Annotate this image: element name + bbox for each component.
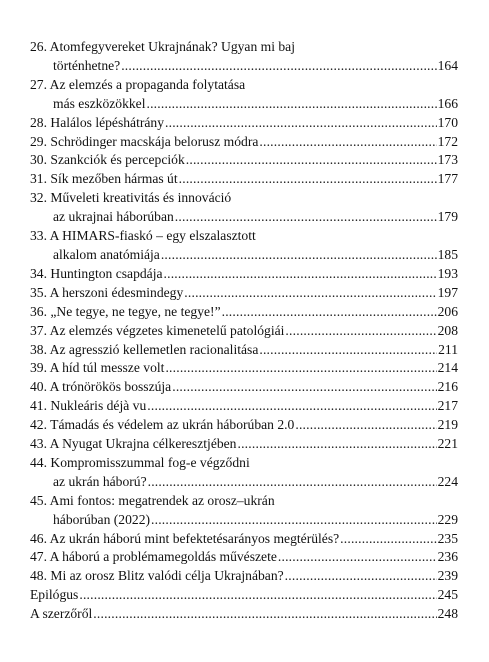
toc-entry-title-continuation: alkalom anatómiája xyxy=(53,246,160,262)
toc-entry xyxy=(30,227,458,265)
toc-entry-title: 44. Kompromisszummal fog-e végződni xyxy=(30,454,250,470)
dot-leader xyxy=(79,586,436,605)
toc-entry-title-first-line xyxy=(30,189,458,208)
toc-entry-title: 46. Az ukrán háború mint befektetésarányos megtérülés? xyxy=(30,530,340,546)
toc-entry-line xyxy=(30,359,458,378)
toc-entry xyxy=(30,586,458,605)
toc-entry-line xyxy=(30,530,458,549)
toc-entry xyxy=(30,322,458,341)
dot-leader xyxy=(146,95,436,114)
toc-entry-title: 36. „Ne tegye, ne tegye, ne tegye!” xyxy=(30,303,221,319)
dot-leader xyxy=(186,151,437,170)
toc-page-number: 197 xyxy=(437,284,458,300)
toc-page-number: 193 xyxy=(437,265,458,281)
dot-leader xyxy=(278,548,437,567)
toc-entry xyxy=(30,567,458,586)
toc-page-number: 172 xyxy=(437,133,458,149)
toc-entry-title: 31. Sík mezőben hármas út xyxy=(30,171,178,187)
toc-entry-title: 34. Huntington csapdája xyxy=(30,265,163,281)
dot-leader xyxy=(259,341,437,360)
toc-page-number: 177 xyxy=(437,171,458,187)
toc-entry-line xyxy=(30,208,458,227)
toc-page-number: 208 xyxy=(437,322,458,338)
toc-entry xyxy=(30,151,458,170)
toc-entry xyxy=(30,359,458,378)
toc-page-number: 224 xyxy=(437,473,458,489)
toc-entry xyxy=(30,548,458,567)
toc-entry-line xyxy=(30,114,458,133)
toc-entry-line xyxy=(30,322,458,341)
toc-page-number: 221 xyxy=(437,436,458,452)
toc-entry-title: 26. Atomfegyvereket Ukrajnának? Ugyan mi baj xyxy=(30,39,295,54)
toc-page-number: 219 xyxy=(437,417,458,433)
dot-leader xyxy=(151,511,437,530)
toc-entry-title-first-line xyxy=(30,76,458,95)
dot-leader xyxy=(147,397,436,416)
dot-leader xyxy=(165,114,437,133)
toc-page-number: 206 xyxy=(437,303,458,319)
toc-page-number: 170 xyxy=(437,114,458,130)
toc-entry xyxy=(30,133,458,152)
dot-leader xyxy=(285,567,437,586)
toc-entry-line xyxy=(30,151,458,170)
dot-leader xyxy=(184,284,436,303)
toc-page-number: 211 xyxy=(438,341,458,357)
toc-page-number: 236 xyxy=(437,549,458,565)
dot-leader xyxy=(179,170,437,189)
toc-entry-title-continuation: más eszközökkel xyxy=(53,95,146,111)
toc-entry-title: 27. Az elemzés a propaganda folytatása xyxy=(30,76,246,92)
toc-entry-title: 29. Schrödinger macskája belorusz módra xyxy=(30,133,259,149)
toc-entry-title: 30. Szankciók és percepciók xyxy=(30,152,185,168)
toc-entry-title: 35. A herszoni édesmindegy xyxy=(30,284,184,300)
toc-entry-title: 47. A háború a problémamegoldás művészete xyxy=(30,549,277,565)
toc-entry-line xyxy=(30,341,458,360)
toc-entry-title-continuation: történhetne? xyxy=(53,57,121,73)
dot-leader xyxy=(93,605,436,624)
toc-entry xyxy=(30,38,458,76)
toc-entry-title: 41. Nukleáris déjà vu xyxy=(30,398,147,414)
toc-entry-title-continuation: az ukrán háború? xyxy=(53,473,147,489)
toc-entry-title: Epilógus xyxy=(30,587,79,603)
dot-leader xyxy=(164,265,437,284)
dot-leader xyxy=(148,473,437,492)
toc-entry-line xyxy=(30,473,458,492)
toc-page-number: 245 xyxy=(437,587,458,603)
toc-entry-title-continuation: háborúban (2022) xyxy=(53,511,151,527)
toc-entry xyxy=(30,530,458,549)
toc-entry-line xyxy=(30,95,458,114)
dot-leader xyxy=(165,359,436,378)
toc-entry-line xyxy=(30,548,458,567)
toc-entry xyxy=(30,492,458,530)
toc-page-number: 164 xyxy=(437,57,458,73)
toc-page-number: 179 xyxy=(437,209,458,225)
toc-entry-title: 43. A Nyugat Ukrajna célkeresztjében xyxy=(30,436,237,452)
toc-page-number: 248 xyxy=(437,606,458,622)
dot-leader xyxy=(172,378,436,397)
toc-entry xyxy=(30,303,458,322)
toc-entry-line xyxy=(30,284,458,303)
toc-entry-line xyxy=(30,511,458,530)
toc-entry-line xyxy=(30,567,458,586)
toc-entry-line xyxy=(30,133,458,152)
toc-page-number: 173 xyxy=(437,152,458,168)
toc-entry-line xyxy=(30,605,458,624)
toc-entry-title: 42. Támadás és védelem az ukrán háborúban 2.0 xyxy=(30,417,295,433)
toc-page-number: 216 xyxy=(437,379,458,395)
toc-entry xyxy=(30,397,458,416)
toc-entry-line xyxy=(30,170,458,189)
toc-page-number: 214 xyxy=(437,360,458,376)
toc-entry xyxy=(30,605,458,624)
toc-entry-title-first-line xyxy=(30,492,458,511)
dot-leader xyxy=(259,133,436,152)
toc-entry-line xyxy=(30,246,458,265)
toc-entry-line xyxy=(30,57,458,76)
toc-entry-title: 39. A híd túl messze volt xyxy=(30,360,165,376)
dot-leader xyxy=(237,435,436,454)
toc-entry xyxy=(30,265,458,284)
toc-page-number: 239 xyxy=(437,568,458,584)
toc-entry-title: 33. A HIMARS-fiaskó – egy elszalasztott xyxy=(30,228,256,244)
toc-entry xyxy=(30,189,458,227)
toc-entry-line xyxy=(30,397,458,416)
toc-entry xyxy=(30,454,458,492)
toc-entry-title: 38. Az agresszió kellemetlen racionalitása xyxy=(30,341,259,357)
toc-entry-line xyxy=(30,265,458,284)
toc-entry-title: 32. Műveleti kreativitás és innováció xyxy=(30,190,232,206)
dot-leader xyxy=(121,57,436,76)
toc-entry-title: 45. Ami fontos: megatrendek az orosz–ukrán xyxy=(30,492,275,508)
toc-entry-title-first-line xyxy=(30,454,458,473)
toc-entry-title-first-line xyxy=(30,227,458,246)
toc-entry-title: 28. Halálos lépéshátrány xyxy=(30,114,165,130)
toc-entry-title-first-line xyxy=(30,38,458,57)
toc-entry xyxy=(30,76,458,114)
toc-entry xyxy=(30,341,458,360)
toc-entry-title-continuation: az ukrajnai háborúban xyxy=(53,209,174,225)
toc-entry-line xyxy=(30,416,458,435)
toc-entry-title: 40. A trónörökös bosszúja xyxy=(30,379,172,395)
toc-entry xyxy=(30,284,458,303)
toc-entry xyxy=(30,416,458,435)
toc-entry xyxy=(30,435,458,454)
toc-page-number: 235 xyxy=(437,530,458,546)
dot-leader xyxy=(222,303,437,322)
dot-leader xyxy=(161,246,437,265)
dot-leader xyxy=(175,208,437,227)
toc-entry xyxy=(30,170,458,189)
table-of-contents xyxy=(30,38,458,624)
dot-leader xyxy=(285,322,436,341)
dot-leader xyxy=(295,416,436,435)
toc-entry-line xyxy=(30,435,458,454)
toc-entry-title: A szerzőről xyxy=(30,606,93,622)
toc-page-number: 217 xyxy=(437,398,458,414)
toc-entry-title: 48. Mi az orosz Blitz valódi célja Ukrajnában? xyxy=(30,568,284,584)
toc-entry-line xyxy=(30,378,458,397)
toc-page-number: 166 xyxy=(437,95,458,111)
toc-entry-title: 37. Az elemzés végzetes kimenetelű patológiái xyxy=(30,322,285,338)
toc-page-number: 185 xyxy=(437,246,458,262)
toc-entry xyxy=(30,114,458,133)
toc-entry-line xyxy=(30,586,458,605)
toc-entry-line xyxy=(30,303,458,322)
toc-entry xyxy=(30,378,458,397)
dot-leader xyxy=(340,530,436,549)
toc-page-number: 229 xyxy=(437,511,458,527)
